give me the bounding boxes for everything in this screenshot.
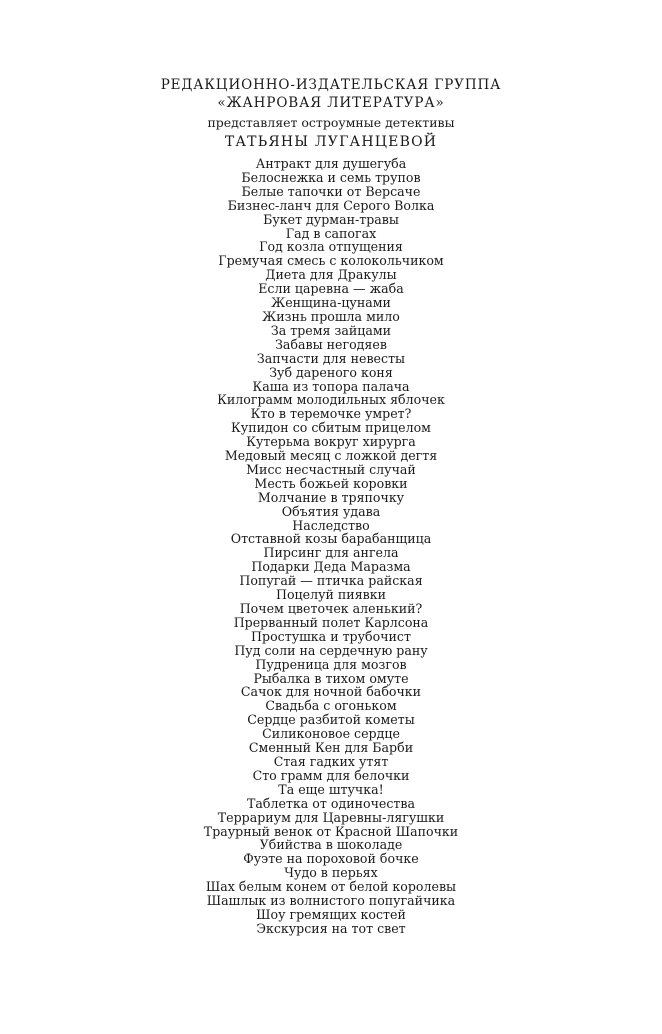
publisher-heading bbox=[0, 76, 662, 112]
book-title: Молчание в тряпочку bbox=[257, 489, 405, 505]
book-title: Шоу гремящих костей bbox=[256, 906, 406, 922]
book-title: Убийства в шоколаде bbox=[259, 837, 403, 853]
book-title: Та еще штучка! bbox=[278, 781, 384, 797]
book-title: Рыбалка в тихом омуте bbox=[253, 670, 409, 686]
book-title: Месть божьей коровки bbox=[254, 475, 408, 491]
book-title: Чудо в перьях bbox=[284, 865, 378, 881]
publisher-name: РЕДАКЦИОННО-ИЗДАТЕЛЬСКАЯ ГРУППА bbox=[160, 77, 502, 93]
book-title: Сачок для ночной бабочки bbox=[240, 684, 422, 700]
book-title: Килограмм молодильных яблочек bbox=[217, 392, 445, 408]
book-title: Белые тапочки от Версаче bbox=[241, 183, 421, 199]
book-title: Поцелуй пиявки bbox=[275, 587, 386, 603]
book-title: Террариум для Царевны-лягушки bbox=[217, 809, 445, 825]
book-title: Подарки Деда Маразма bbox=[251, 559, 411, 575]
author-name: ТАТЬЯНЫ ЛУГАНЦЕВОЙ bbox=[224, 134, 438, 150]
book-titles-list bbox=[0, 157, 662, 936]
book-title: Если царевна — жаба bbox=[258, 281, 404, 297]
book-title: Пудреница для мозгов bbox=[255, 656, 407, 672]
book-title: Таблетка от одиночества bbox=[247, 795, 415, 811]
book-title: Сто грамм для белочки bbox=[252, 767, 410, 783]
book-title: Силиконовое сердце bbox=[262, 726, 400, 742]
book-title: Экскурсия на тот свет bbox=[256, 920, 406, 936]
book-title: Диета для Дракулы bbox=[265, 267, 397, 283]
book-title: Свадьба с огоньком bbox=[265, 698, 397, 714]
book-title: Белоснежка и семь трупов bbox=[241, 169, 421, 185]
book-title: Гад в сапогах bbox=[285, 225, 377, 241]
book-title: Стая гадких утят bbox=[273, 753, 389, 769]
book-title: Шашлык из волнистого попугайчика bbox=[206, 893, 456, 909]
book-title: Мисс несчастный случай bbox=[246, 461, 416, 477]
book-title: Год козла отпущения bbox=[259, 239, 403, 255]
book-title: Прерванный полет Карлсона bbox=[233, 614, 429, 630]
book-title: Фуэте на пороховой бочке bbox=[243, 851, 419, 867]
book-title: Забавы негодяев bbox=[275, 336, 387, 352]
book-title: Зуб дареного коня bbox=[269, 364, 393, 380]
book-title: Медовый месяц с ложкой дегтя bbox=[224, 448, 438, 464]
presents-line: представляет остроумные детективы bbox=[207, 115, 455, 130]
book-title: Кутерьма вокруг хирурга bbox=[246, 434, 416, 450]
book-title: Сменный Кен для Барби bbox=[248, 740, 414, 756]
book-title: Кто в теремочке умрет? bbox=[250, 406, 412, 422]
book-title: Запчасти для невесты bbox=[256, 350, 406, 366]
book-title: Жизнь прошла мило bbox=[262, 308, 400, 324]
book-title: Пуд соли на сердечную рану bbox=[234, 642, 428, 658]
book-title: Каша из топора палача bbox=[252, 378, 410, 394]
book-title: Отставной козы барабанщица bbox=[230, 531, 432, 547]
book-title: Сердце разбитой кометы bbox=[247, 712, 415, 728]
book-title: Попугай — птичка райская bbox=[239, 573, 423, 589]
publisher-imprint: «ЖАНРОВАЯ ЛИТЕРАТУРА» bbox=[217, 95, 445, 111]
book-title: Купидон со сбитым прицелом bbox=[231, 420, 431, 436]
book-title: Шах белым конем от белой королевы bbox=[205, 879, 457, 895]
book-title: Наследство bbox=[292, 517, 370, 533]
book-title: Бизнес-ланч для Серого Волка bbox=[227, 197, 435, 213]
book-title: Объятия удава bbox=[281, 503, 381, 519]
book-title: Пирсинг для ангела bbox=[263, 545, 399, 561]
book-title: Траурный венок от Красной Шапочки bbox=[203, 823, 459, 839]
book-title: Гремучая смесь с колокольчиком bbox=[218, 253, 444, 269]
book-title: Букет дурман-травы bbox=[263, 211, 399, 227]
book-title: Антракт для душегуба bbox=[255, 156, 407, 171]
book-title: За тремя зайцами bbox=[270, 322, 392, 338]
book-title: Простушка и трубочист bbox=[251, 628, 411, 644]
book-title: Почем цветочек аленький? bbox=[239, 601, 423, 616]
book-title: Женщина-цунами bbox=[271, 295, 391, 311]
